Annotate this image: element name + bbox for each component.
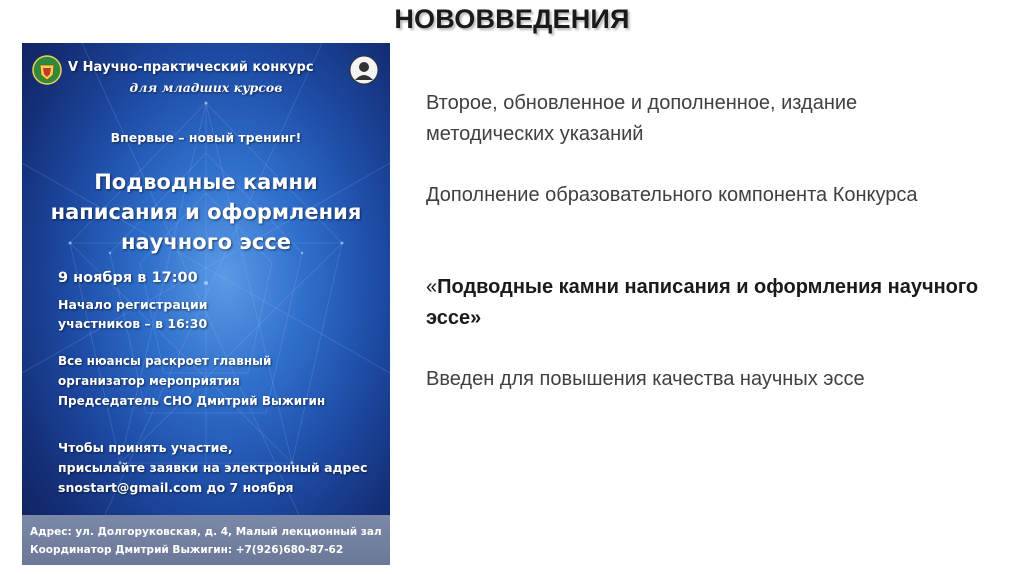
poster-registration-line1: Начало регистрации (58, 297, 208, 312)
slide-title: НОВОВВЕДЕНИЯ (394, 4, 630, 34)
poster-date: 9 ноября в 17:00 (58, 270, 198, 286)
paragraph-purpose: Введен для повышения качества научных эссе (426, 368, 865, 390)
poster-footer (22, 515, 390, 565)
poster-contest-subtitle: для младших курсов (129, 80, 283, 95)
poster-heading-line1: Подводные камни (94, 170, 318, 194)
poster-nuances-line1: Все нюансы раскроет главный (58, 354, 272, 368)
poster-heading-line2: написания и оформления (50, 200, 362, 224)
paragraph-methodical-guide: Второе, обновленное и дополненное, издание методических указаний (426, 92, 858, 145)
poster-first-time: Впервые – новый тренинг! (110, 130, 302, 145)
poster-nuances-line2: организатор мероприятия (58, 374, 240, 388)
poster-apply-line3: snostart@gmail.com до 7 ноября (58, 480, 294, 495)
paragraph-educational-component: Дополнение образовательного компонента Конкурса (426, 184, 918, 206)
poster-apply-line2: присылайте заявки на электронный адрес (58, 460, 368, 475)
poster-contest-title: V Научно-практический конкурс (68, 60, 314, 75)
poster-address: Адрес: ул. Долгоруковская, д. 4, Малый лекционный зал (30, 526, 382, 538)
training-open-quote: « (426, 276, 438, 298)
paragraph-training-title (426, 272, 986, 334)
poster-coordinator: Координатор Дмитрий Выжигин: +7(926)680-87-62 (30, 544, 344, 556)
poster-heading-line3: научного эссе (120, 230, 292, 254)
poster-apply-line1: Чтобы принять участие, (58, 440, 233, 455)
event-poster (22, 43, 390, 565)
training-title-bold: Подводные камни написания и оформления научного эссе» (426, 276, 979, 329)
poster-registration-line2: участников – в 16:30 (58, 316, 208, 331)
poster-nuances-line3: Председатель СНО Дмитрий Выжигин (58, 394, 326, 408)
